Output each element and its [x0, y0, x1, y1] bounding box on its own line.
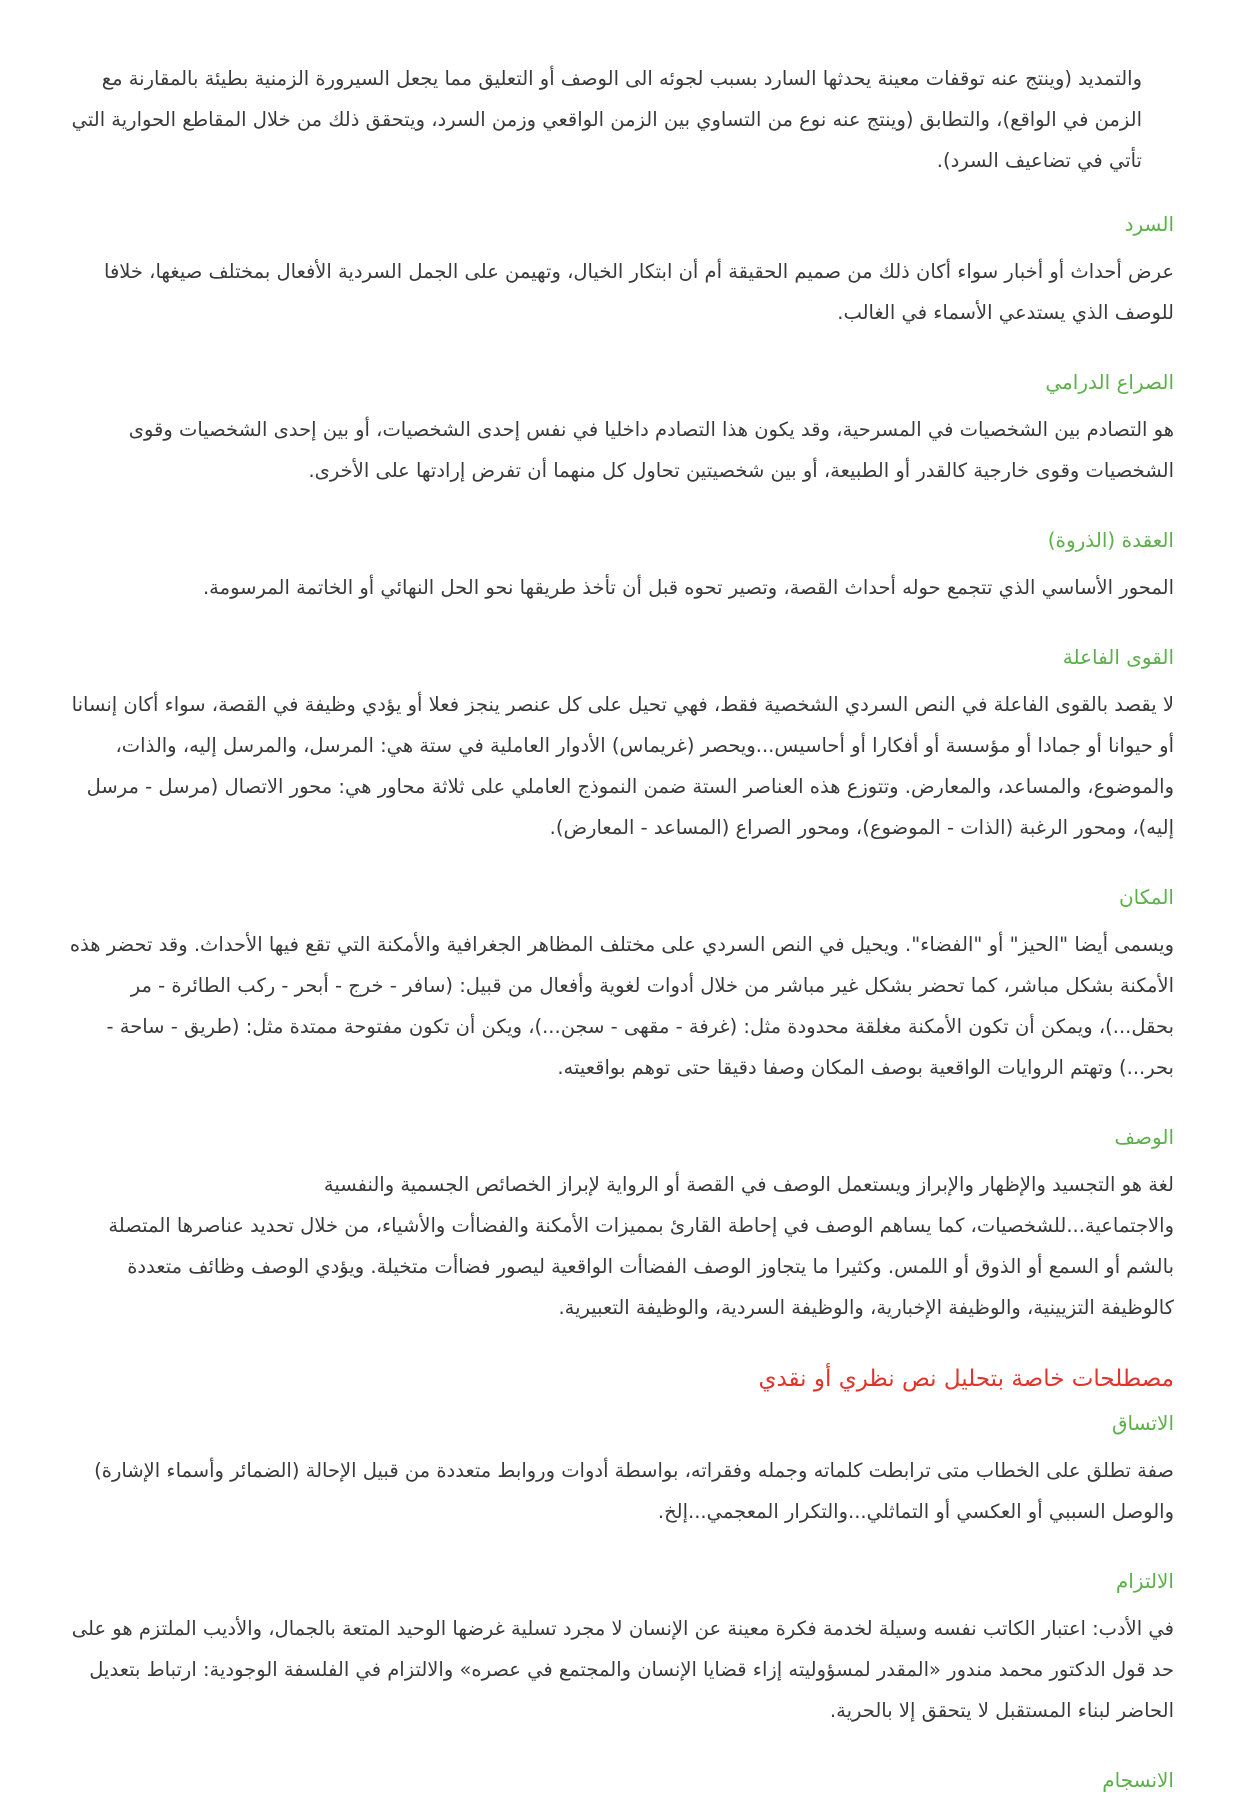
definition-actants: لا يقصد بالقوى الفاعلة في النص السردي الشخصية فقط، فهي تحيل على كل عنصر ينجز فعلا أو يؤدي وظيفة في القصة، سواء أكان إنسانا أو حيوانا أو جمادا أو مؤسسة أو أفكارا أو أحاسيس...ويحصر (غريماس) الأدوار العاملية في ستة هي: المرسل، والمرسل إليه، والذات، والموضوع، والمساعد، والمعارض. وتتوزع هذه العناصر الستة ضمن النموذج العاملي على ثلاثة محاور هي: محور الاتصال (مرسل - مرسل إليه)، ومحور الرغبة (الذات - الموضوع)، ومحور الصراع (المساعد - المعارض).	[71, 693, 1174, 839]
term-place: المكان	[1118, 885, 1174, 909]
term-commitment: الالتزام	[1115, 1569, 1174, 1593]
term-actants: القوى الفاعلة	[1062, 645, 1174, 669]
term-coherence: الانسجام	[1102, 1768, 1174, 1792]
intro-paragraph: والتمديد (وينتج عنه توقفات معينة يحدثها السارد بسبب لجوئه الى الوصف أو التعليق مما يجعل السيرورة الزمنية بطيئة بالمقارنة مع الزمن في الواقع)، والتطابق (وينتج عنه نوع من التساوي بين الزمن الواقعي وزمن السرد، ويتحقق ذلك من خلال المقاطع الحوارية التي تأتي في تضاعيف السرد).	[71, 67, 1142, 172]
term-cohesion: الاتساق	[1112, 1411, 1174, 1435]
definition-commitment: في الأدب: اعتبار الكاتب نفسه وسيلة لخدمة فكرة معينة عن الإنسان لا مجرد تسلية غرضها الوحيد المتعة بالجمال، والأديب الملتزم هو على حد قول الدكتور محمد مندور «المقدر لمسؤوليته إزاء قضايا الإنسان والمجتمع في عصره» والالتزام في الفلسفة الوجودية: ارتباط بتعديل الحاضر لبناء المستقبل لا يتحقق إلا بالحرية.	[71, 1617, 1174, 1722]
definition-description	[68, 1164, 1174, 1328]
term-sard: السرد	[1124, 212, 1174, 236]
section-title: مصطلحات خاصة بتحليل نص نظري أو نقدي	[758, 1366, 1174, 1392]
definition-dramatic-conflict: هو التصادم بين الشخصيات في المسرحية، وقد يكون هذا التصادم داخليا في نفس إحدى الشخصيات، أو بين إحدى الشخصيات وقوى الشخصيات وقوى خارجية كالقدر أو الطبيعة، أو بين شخصيتين تحاول كل منهما أن تفرض إرادتها على الأخرى.	[128, 418, 1174, 482]
definition-description-line-1: لغة هو التجسيد والإظهار والإبراز ويستعمل الوصف في القصة أو الرواية لإبراز الخصائص الجسمية والنفسية	[323, 1173, 1174, 1196]
term-dramatic-conflict: الصراع الدرامي	[1045, 370, 1174, 394]
term-description: الوصف	[1114, 1125, 1174, 1149]
document-page	[68, 58, 1174, 1807]
definition-description-line-2: والاجتماعية...للشخصيات، كما يساهم الوصف في إحاطة القارئ بمميزات الأمكنة والفضاأت والأشياء، من خلال تحديد عناصرها المتصلة بالشم أو السمع أو الذوق أو اللمس. وكثيرا ما يتجاوز الوصف الفضاأت الواقعية ليصور فضاأت متخيلة. ويؤدي الوصف وظائف متعددة كالوظيفة التزيينية، والوظيفة الإخبارية، والوظيفة السردية، والوظيفة التعبيرية.	[108, 1214, 1174, 1319]
definition-sard: عرض أحداث أو أخبار سواء أكان ذلك من صميم الحقيقة أم أن ابتكار الخيال، وتهيمن على الجمل السردية الأفعال بمختلف صيغها، خلافا للوصف الذي يستدعي الأسماء في الغالب.	[104, 260, 1174, 324]
definition-cohesion: صفة تطلق على الخطاب متى ترابطت كلماته وجمله وفقراته، بواسطة أدوات وروابط متعددة من قبيل الإحالة (الضمائر وأسماء الإشارة) والوصل السببي أو العكسي أو التماثلي...والتكرار المعجمي...إلخ.	[94, 1459, 1174, 1523]
definition-climax: المحور الأساسي الذي تتجمع حوله أحداث القصة، وتصير تحوه قبل أن تأخذ طريقها نحو الحل النهائي أو الخاتمة المرسومة.	[202, 576, 1174, 599]
definition-place: ويسمى أيضا "الحيز" أو "الفضاء". ويحيل في النص السردي على مختلف المظاهر الجغرافية والأمكنة التي تقع فيها الأحداث. وقد تحضر هذه الأمكنة بشكل مباشر، كما تحضر بشكل غير مباشر من خلال أدوات لغوية وأفعال من قبيل: (سافر - خرج - أبحر - ركب الطائرة - مر بحقل...)، ويمكن أن تكون الأمكنة مغلقة محدودة مثل: (غرفة - مقهى - سجن...)، ويكن أن تكون مفتوحة ممتدة مثل: (طريق - ساحة - بحر...) وتهتم الروايات الواقعية بوصف المكان وصفا دقيقا حتى توهم بواقعيته.	[69, 933, 1174, 1079]
term-climax: العقدة (الذروة)	[1047, 528, 1174, 552]
